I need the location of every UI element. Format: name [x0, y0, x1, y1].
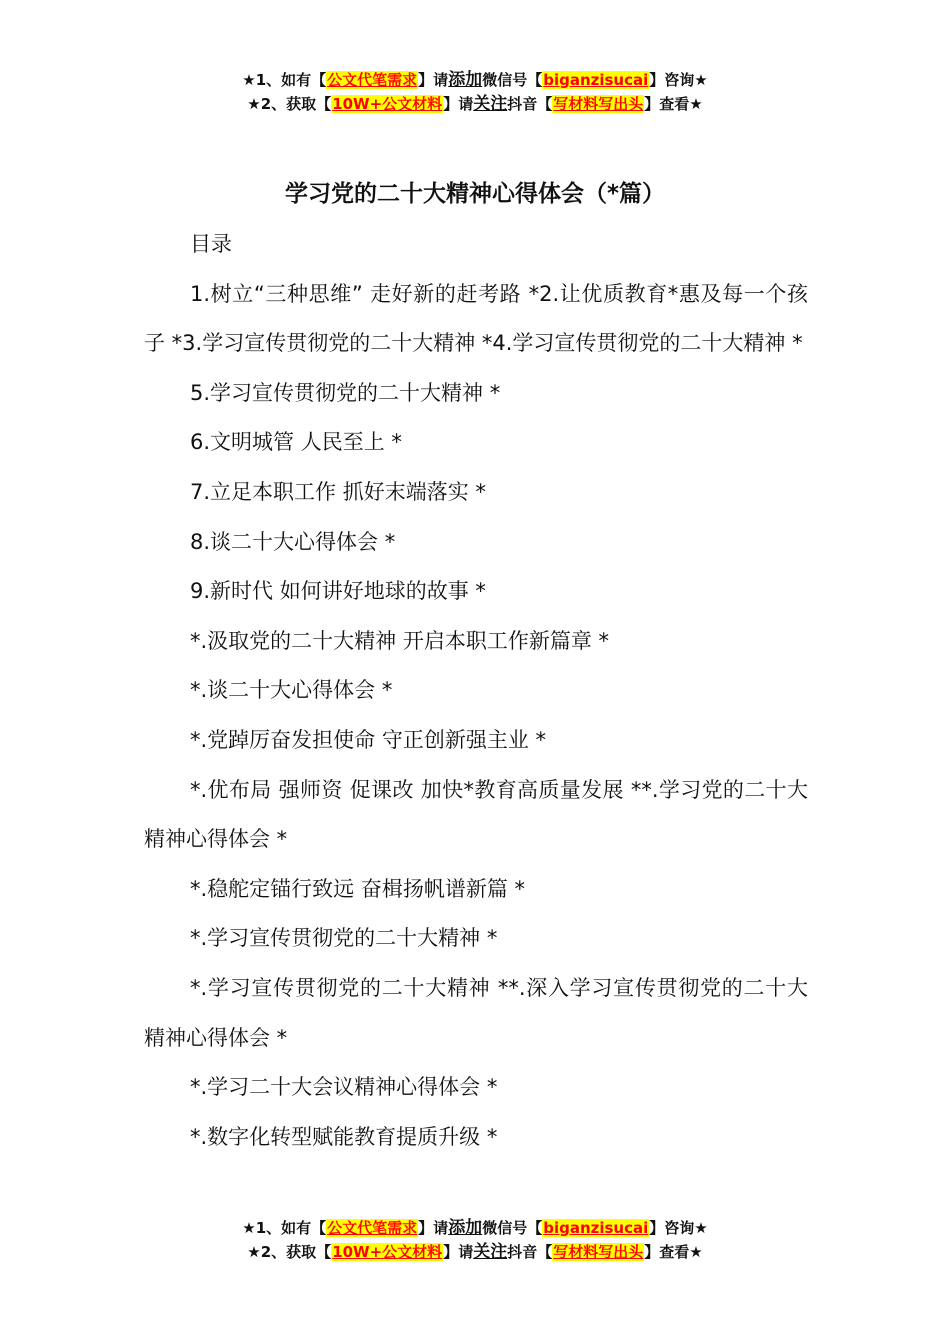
highlight-materials: 10W+公文材料 [332, 1243, 443, 1261]
toc-entry: 9.新时代 如何讲好地球的故事 * [190, 579, 486, 604]
highlight-materials: 10W+公文材料 [332, 95, 443, 113]
toc-entry: *.优布局 强师资 促课改 加快*教育高质量发展 **.学习党的二十大精神心得体会 * [144, 777, 808, 852]
toc-entry: *.学习二十大会议精神心得体会 * [190, 1075, 498, 1100]
banner-text: ★1、如有【 [242, 1219, 327, 1237]
footer-banner [0, 1216, 950, 1264]
banner-text: ★2、获取【 [247, 1243, 332, 1261]
banner-text: 】咨询★ [649, 1219, 708, 1237]
banner-text: 】请 [418, 71, 449, 89]
toc-heading: 目录 [190, 232, 232, 256]
toc-entry: 7.立足本职工作 抓好末端落实 * [190, 479, 486, 504]
banner-line-2 [0, 1240, 950, 1264]
toc-entry: *.学习宣传贯彻党的二十大精神 **.深入学习宣传贯彻党的二十大精神心得体会 * [144, 975, 808, 1050]
toc-entry: *.汲取党的二十大精神 开启本职工作新篇章 * [190, 628, 610, 653]
highlight-wechat-id: biganzisucai [543, 1219, 649, 1237]
toc-entry: 8.谈二十大心得体会 * [190, 529, 396, 554]
highlight-service: 公文代笔需求 [327, 1219, 418, 1237]
document-title: 学习党的二十大精神心得体会（*篇） [284, 181, 666, 207]
banner-text: ★1、如有【 [242, 71, 327, 89]
banner-text: 】查看★ [644, 95, 703, 113]
banner-text: 】查看★ [644, 1243, 703, 1261]
banner-text: 】咨询★ [649, 71, 708, 89]
banner-text: 】请 [443, 1243, 474, 1261]
banner-line-1 [0, 1216, 950, 1240]
banner-text: 微信号【 [482, 1219, 543, 1237]
banner-underlined: 关注 [473, 1242, 508, 1262]
highlight-douyin: 写材料写出头 [553, 95, 644, 113]
banner-text: 微信号【 [482, 71, 543, 89]
header-banner [0, 68, 950, 116]
banner-text: 抖音【 [507, 1243, 553, 1261]
toc-entry: 5.学习宣传贯彻党的二十大精神 * [190, 380, 501, 405]
toc-entry: *.谈二十大心得体会 * [190, 678, 393, 703]
banner-text: 】请 [443, 95, 474, 113]
toc-entry: 6.文明城管 人民至上 * [190, 430, 402, 455]
toc-entry: *.稳舵定锚行致远 奋楫扬帆谱新篇 * [190, 876, 526, 901]
banner-line-2 [0, 92, 950, 116]
banner-text: ★2、获取【 [247, 95, 332, 113]
banner-underlined: 添加 [448, 70, 483, 90]
toc-entry: *.党踔厉奋发担使命 守正创新强主业 * [190, 727, 547, 752]
highlight-douyin: 写材料写出头 [553, 1243, 644, 1261]
document-body [144, 220, 808, 1162]
banner-line-1 [0, 68, 950, 92]
banner-underlined: 关注 [473, 94, 508, 114]
toc-entry: 1.树立“三种思维” 走好新的赶考路 *2.让优质教育*惠及每一个孩子 *3.学习宣传贯彻党的二十大精神 *4.学习宣传贯彻党的二十大精神 * [144, 281, 808, 356]
banner-text: 】请 [418, 1219, 449, 1237]
highlight-wechat-id: biganzisucai [543, 71, 649, 89]
banner-text: 抖音【 [507, 95, 553, 113]
toc-entry: *.学习宣传贯彻党的二十大精神 * [190, 926, 498, 951]
banner-underlined: 添加 [448, 1218, 483, 1238]
toc-entry: *.数字化转型赋能教育提质升级 * [190, 1124, 498, 1149]
highlight-service: 公文代笔需求 [327, 71, 418, 89]
